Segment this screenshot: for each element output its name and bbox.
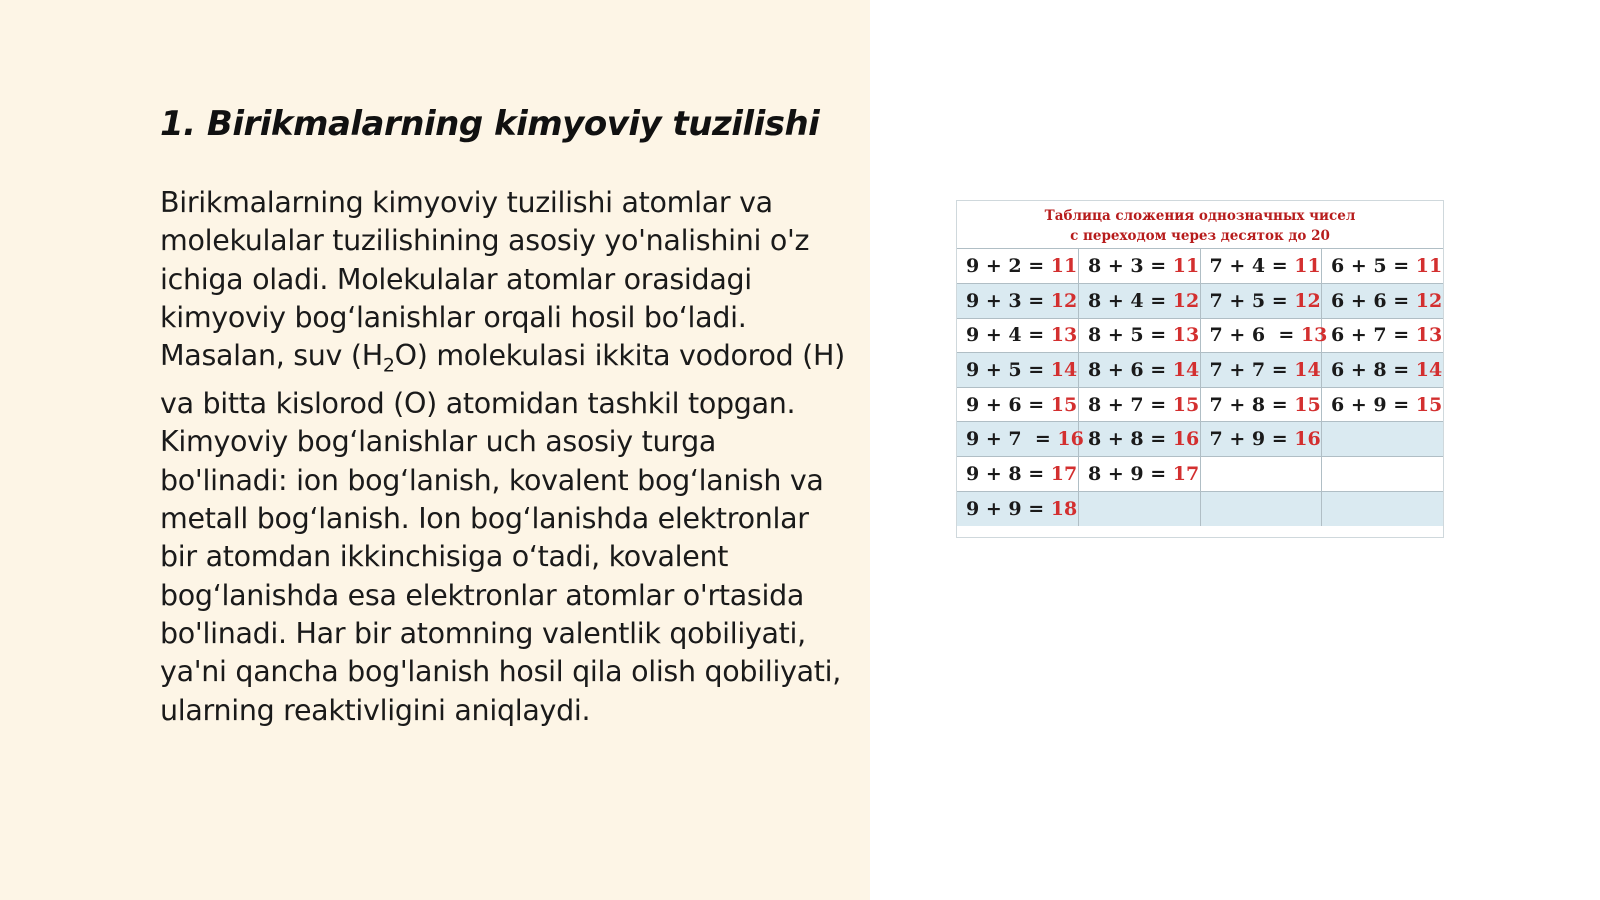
table-caption	[957, 201, 1443, 249]
cell-result: 16	[1172, 428, 1200, 451]
table-cell	[1079, 318, 1201, 353]
table-cell	[1322, 387, 1444, 422]
cell-expression: 9 + 9 =	[966, 497, 1051, 520]
table-cell	[957, 457, 1079, 492]
cell-result: 12	[1415, 289, 1443, 312]
table-row	[957, 353, 1443, 388]
table-cell	[1322, 318, 1444, 353]
table-cell	[1079, 457, 1201, 492]
cell-expression: 9 + 2 =	[966, 255, 1051, 278]
table-cell	[1322, 422, 1444, 457]
cell-result: 13	[1050, 324, 1078, 347]
table-cell	[957, 387, 1079, 422]
cell-result: 17	[1050, 462, 1078, 485]
cell-expression: 8 + 5 =	[1088, 324, 1173, 347]
table-cell	[1079, 387, 1201, 422]
table-row	[957, 457, 1443, 492]
table-cell	[957, 422, 1084, 457]
cell-expression: 7 + 8 =	[1209, 393, 1295, 416]
cell-result: 16	[1057, 428, 1084, 451]
paragraph-part-2: O) molekulasi ikkita vodorod (H) va bitta kislorod (O) atomidan tashkil topgan. Kimyoviy bog‘lanishlar uch asosiy turga bo'linadi: ion bog‘lanish, kovalent bog‘lanish va metall bog‘lanish. Ion bog‘lanishda elektronlar bir atomdan ikkinchisiga o‘tadi, kovalent bog‘lanishda esa elektronlar atomlar o'rtasida bo'linadi. Har bir atomning valentlik qobiliyati, ya'ni qancha bog'lanish hosil qila olish qobiliyati, ularning reaktivligini aniqlaydi.	[160, 339, 845, 727]
cell-result: 14	[1050, 359, 1078, 382]
table-cell	[1200, 387, 1322, 422]
table-cell	[1079, 422, 1201, 457]
table-cell	[1200, 491, 1322, 526]
table-cell	[1079, 284, 1201, 319]
cell-result: 17	[1172, 462, 1200, 485]
cell-expression: 9 + 7 =	[966, 428, 1058, 451]
table-cell	[1200, 353, 1322, 388]
table-row	[957, 422, 1443, 457]
table-cell	[957, 353, 1079, 388]
cell-result: 11	[1172, 255, 1200, 278]
table-row	[957, 387, 1443, 422]
cell-expression: 9 + 6 =	[966, 393, 1051, 416]
cell-result: 14	[1172, 359, 1200, 382]
cell-result: 13	[1300, 324, 1328, 347]
table-cell	[1322, 353, 1444, 388]
caption-line-2: с переходом через десяток до 20	[1070, 228, 1330, 244]
cell-expression: 7 + 7 =	[1209, 359, 1295, 382]
cell-result: 14	[1415, 359, 1443, 382]
table-cell	[957, 284, 1079, 319]
cell-result: 15	[1415, 393, 1443, 416]
cell-expression: 8 + 4 =	[1088, 289, 1173, 312]
cell-result: 11	[1294, 255, 1321, 278]
cell-result: 11	[1050, 255, 1078, 278]
table-cell	[1200, 249, 1322, 284]
cell-result: 14	[1294, 359, 1321, 382]
cell-expression: 7 + 4 =	[1209, 255, 1295, 278]
cell-expression: 6 + 9 =	[1331, 393, 1416, 416]
table-cell	[1200, 318, 1328, 353]
cell-expression: 7 + 9 =	[1209, 428, 1295, 451]
cell-result: 18	[1050, 497, 1078, 520]
table-cell	[1200, 284, 1322, 319]
cell-expression: 6 + 5 =	[1331, 255, 1416, 278]
table-cell	[957, 249, 1079, 284]
cell-result: 13	[1172, 324, 1200, 347]
cell-expression: 9 + 8 =	[966, 462, 1051, 485]
table-cell	[1200, 422, 1322, 457]
cell-expression: 8 + 9 =	[1088, 462, 1173, 485]
cell-result: 12	[1172, 289, 1200, 312]
table-cell	[1322, 491, 1444, 526]
table-cell	[957, 318, 1079, 353]
paragraph-part-1: Birikmalarning kimyoviy tuzilishi atomlar va molekulalar tuzilishining asosiy yo'nalishini o'z ichiga oladi. Molekulalar atomlar orasidagi kimyoviy bog‘lanishlar orqali hosil bo‘ladi. Masalan, suv (H	[160, 186, 810, 373]
table-cell	[1079, 491, 1201, 526]
cell-expression: 9 + 5 =	[966, 359, 1051, 382]
slide-heading: 1. Birikmalarning kimyoviy tuzilishi	[160, 104, 820, 144]
cell-result: 15	[1050, 393, 1078, 416]
table-cell	[1322, 284, 1444, 319]
cell-expression: 8 + 8 =	[1088, 428, 1173, 451]
table-cell	[1200, 457, 1322, 492]
table-row	[957, 284, 1443, 319]
cell-expression: 8 + 6 =	[1088, 359, 1173, 382]
cell-expression: 9 + 4 =	[966, 324, 1051, 347]
cell-result: 12	[1294, 289, 1321, 312]
table-cell	[1079, 353, 1201, 388]
cell-result: 11	[1415, 255, 1443, 278]
cell-expression: 9 + 3 =	[966, 289, 1051, 312]
cell-result: 15	[1294, 393, 1321, 416]
water-subscript: 2	[382, 354, 395, 377]
table-row	[957, 249, 1443, 284]
caption-line-1: Таблица сложения однозначных чисел	[1044, 208, 1356, 224]
cell-result: 15	[1172, 393, 1200, 416]
cell-expression: 6 + 8 =	[1331, 359, 1416, 382]
cell-expression: 8 + 3 =	[1088, 255, 1173, 278]
cell-expression: 6 + 6 =	[1331, 289, 1416, 312]
table-cell	[1322, 457, 1444, 492]
addition-table-image	[956, 200, 1444, 538]
table-row	[957, 318, 1443, 353]
table-row	[957, 491, 1443, 526]
cell-result: 16	[1294, 428, 1321, 451]
cell-result: 12	[1050, 289, 1078, 312]
addition-table	[957, 249, 1443, 526]
cell-expression: 7 + 5 =	[1209, 289, 1295, 312]
cell-expression: 6 + 7 =	[1331, 324, 1416, 347]
cell-expression: 8 + 7 =	[1088, 393, 1173, 416]
table-cell	[1322, 249, 1444, 284]
table-cell	[1079, 249, 1201, 284]
cell-result: 13	[1415, 324, 1443, 347]
table-cell	[957, 491, 1079, 526]
slide-paragraph	[160, 184, 850, 730]
cell-expression: 7 + 6 =	[1209, 324, 1301, 347]
